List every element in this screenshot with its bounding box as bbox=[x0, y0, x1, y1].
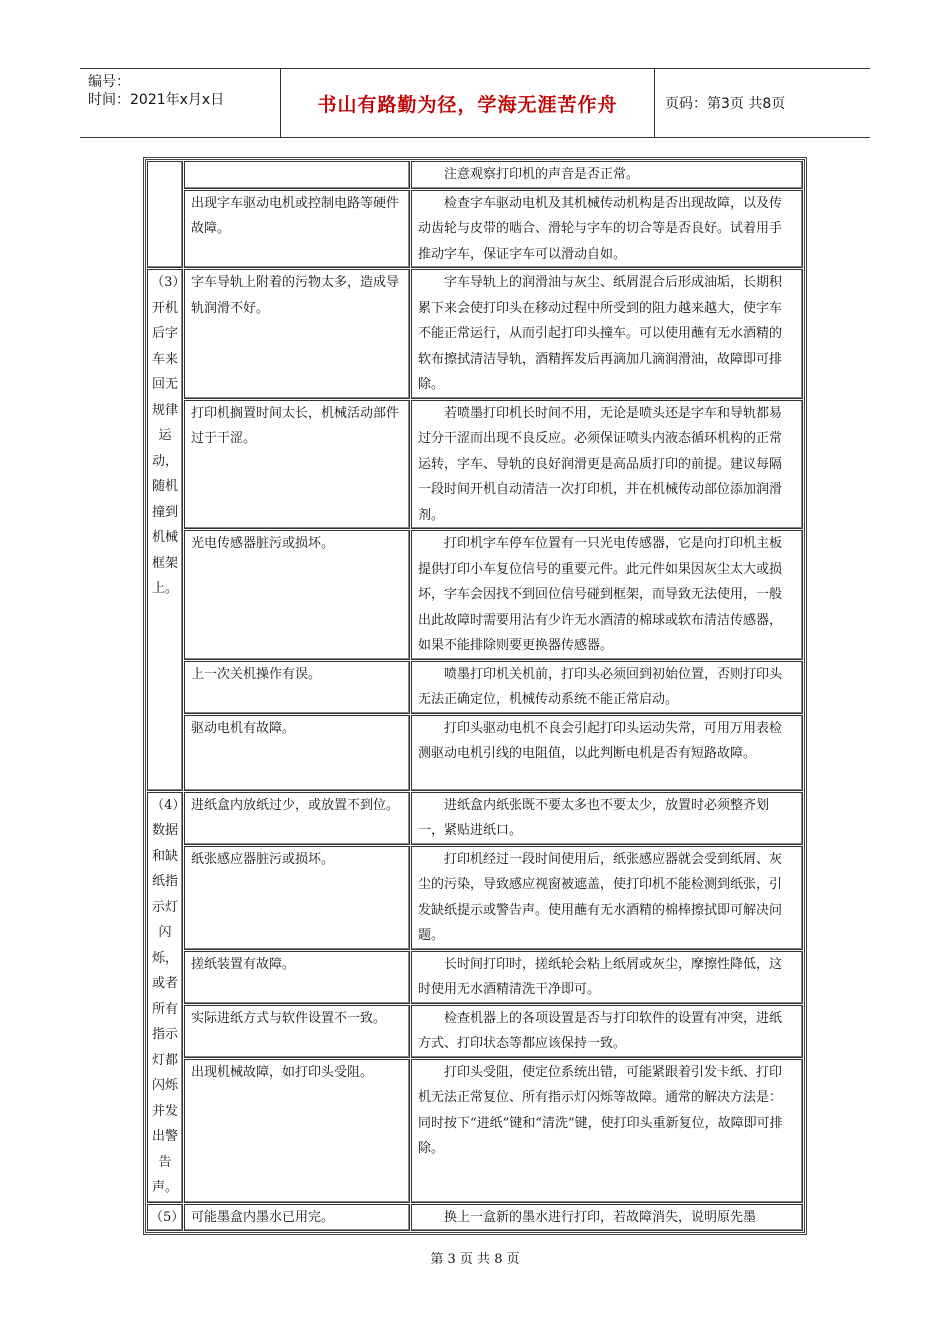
solution-cell: 检查字车驱动电机及其机械传动机构是否出现故障，以及传动齿轮与皮带的啮合、滑轮与字车的切合等是否良好。试着用手推动字车，保证字车可以滑动自如。 bbox=[411, 190, 803, 269]
solution-cell: 字车导轨上的润滑油与灰尘、纸屑混合后形成油垢，长期积累下来会使打印头在移动过程中所受到的阻力越来越大，使字车不能正常运行，从而引起打印头撞车。可以使用蘸有无水酒精的软布擦拭清洁导轨，酒精挥发后再滴加几滴润滑油，故障即可排除。 bbox=[411, 269, 803, 399]
solution-cell: 换上一盒新的墨水进行打印，若故障消失，说明原先墨 bbox=[411, 1204, 803, 1232]
cause-cell: 出现字车驱动电机或控制电路等硬件故障。 bbox=[184, 190, 410, 269]
cause-cell: 搓纸装置有故障。 bbox=[184, 951, 410, 1004]
table-row bbox=[147, 1005, 803, 1058]
fault-table bbox=[146, 160, 804, 1232]
table-row bbox=[147, 190, 803, 269]
cause-cell: 纸张感应器脏污或损坏。 bbox=[184, 846, 410, 950]
symptom-cell: （3）开机后字车来回无规律运动，随机撞到机械框架上。 bbox=[147, 269, 183, 791]
table-row bbox=[147, 951, 803, 1004]
cause-cell bbox=[184, 161, 410, 189]
symptom-cell: （4）数据和缺纸指示灯闪烁，或者所有指示灯都闪烁并发出警告声。 bbox=[147, 792, 183, 1203]
cause-cell: 出现机械故障，如打印头受阻。 bbox=[184, 1059, 410, 1203]
cause-cell: 可能墨盒内墨水已用完。 bbox=[184, 1204, 410, 1232]
table-row bbox=[147, 1204, 803, 1232]
solution-cell: 检查机器上的各项设置是否与打印软件的设置有冲突，进纸方式、打印状态等都应该保持一致。 bbox=[411, 1005, 803, 1058]
header-meta bbox=[80, 69, 281, 137]
solution-cell: 喷墨打印机关机前，打印头必须回到初始位置，否则打印头无法正确定位，机械传动系统不能正常启动。 bbox=[411, 661, 803, 714]
table-row bbox=[147, 661, 803, 714]
solution-cell: 打印机经过一段时间使用后，纸张感应器就会受到纸屑、灰尘的污染，导致感应视窗被遮盖，使打印机不能检测到纸张，引发缺纸提示或警告声。使用蘸有无水酒精的棉棒擦拭即可解决问题。 bbox=[411, 846, 803, 950]
cause-cell: 进纸盒内放纸过少，或放置不到位。 bbox=[184, 792, 410, 845]
table-row bbox=[147, 1059, 803, 1203]
table-row bbox=[147, 530, 803, 660]
table-row bbox=[147, 269, 803, 399]
table-row bbox=[147, 792, 803, 845]
cause-cell: 光电传感器脏污或损坏。 bbox=[184, 530, 410, 660]
solution-cell: 若喷墨打印机长时间不用，无论是喷头还是字车和导轨都易过分干涩而出现不良反应。必须保证喷头内液态循环机构的正常运转，字车、导轨的良好润滑更是高品质打印的前提。建议每隔一段时间开机自动清洁一次打印机，并在机械传动部位添加润滑剂。 bbox=[411, 400, 803, 530]
solution-cell: 进纸盒内纸张既不要太多也不要太少，放置时必须整齐划一，紧贴进纸口。 bbox=[411, 792, 803, 845]
table-row bbox=[147, 161, 803, 189]
serial-number-label: 编号： bbox=[88, 74, 130, 90]
header-page-number: 页码：第3页 共8页 bbox=[665, 96, 786, 112]
page-footer: 第 3 页 共 8 页 bbox=[430, 1252, 520, 1267]
cause-cell: 实际进纸方式与软件设置不一致。 bbox=[184, 1005, 410, 1058]
cause-cell: 驱动电机有故障。 bbox=[184, 715, 410, 791]
solution-cell: 打印头受阻，使定位系统出错，可能紧跟着引发卡纸、打印机无法正常复位、所有指示灯闪烁等故障。通常的解决方法是：同时按下“进纸”键和“清洗”键，使打印头重新复位，故障即可排除。 bbox=[411, 1059, 803, 1203]
symptom-cell bbox=[147, 161, 183, 268]
fault-table-body bbox=[147, 161, 803, 1231]
cause-cell: 打印机搁置时间太长，机械活动部件过于干涩。 bbox=[184, 400, 410, 530]
symptom-cell: （5） bbox=[147, 1204, 183, 1232]
table-row bbox=[147, 846, 803, 950]
date-label: 时间：2021年x月x日 bbox=[88, 92, 225, 108]
header-motto: 书山有路勤为径，学海无涯苦作舟 bbox=[281, 69, 655, 137]
page-header bbox=[80, 68, 870, 138]
table-row bbox=[147, 715, 803, 791]
cause-cell: 上一次关机操作有误。 bbox=[184, 661, 410, 714]
solution-cell: 打印机字车停车位置有一只光电传感器，它是向打印机主板提供打印小车复位信号的重要元件。此元件如果因灰尘太大或损坏，字车会因找不到回位信号碰到框架，而导致无法使用，一般出此故障时需要用沾有少许无水酒清的棉球或软布清洁传感器，如果不能排除则要更换器传感器。 bbox=[411, 530, 803, 660]
solution-cell: 长时间打印时，搓纸轮会粘上纸屑或灰尘，摩擦性降低，这时使用无水酒精清洗干净即可。 bbox=[411, 951, 803, 1004]
fault-table-frame bbox=[143, 157, 807, 1235]
solution-cell: 注意观察打印机的声音是否正常。 bbox=[411, 161, 803, 189]
cause-cell: 字车导轨上附着的污物太多，造成导轨润滑不好。 bbox=[184, 269, 410, 399]
table-row bbox=[147, 400, 803, 530]
solution-cell: 打印头驱动电机不良会引起打印头运动失常，可用万用表检测驱动电机引线的电阻值，以此判断电机是否有短路故障。 bbox=[411, 715, 803, 791]
